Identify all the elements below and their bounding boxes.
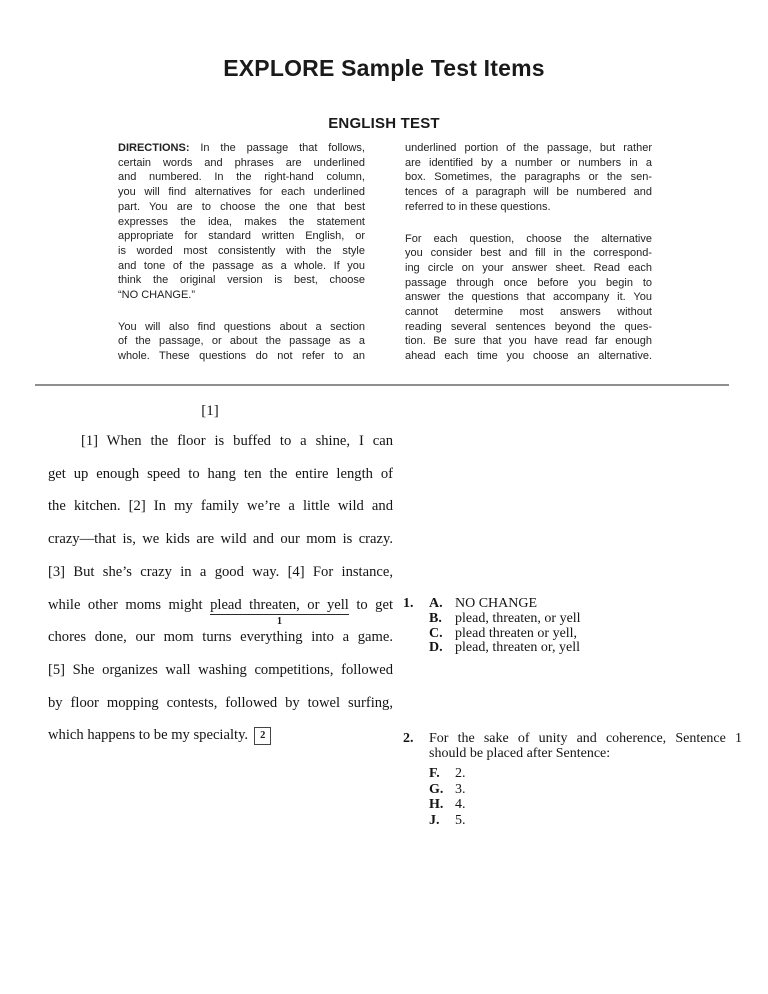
text-segment: which happens to be my specialty.	[48, 727, 249, 744]
question-reference-number: 2	[260, 730, 266, 742]
text-line: You will also find questions about a section	[118, 320, 365, 333]
option-row	[429, 797, 742, 813]
passage-line: crazy—that is, we kids are wild and our mom is crazy.	[48, 531, 393, 548]
text-segment: to get	[348, 596, 393, 613]
text-line: and tone of the passage as a whole. If you	[118, 259, 365, 272]
directions-paragraph-4	[405, 232, 652, 364]
text-line: For each question, choose the alternative	[405, 232, 652, 245]
passage-line-underlined	[48, 589, 393, 627]
text-line: and numbered. In the right-hand column,	[118, 171, 365, 184]
question-stem-line: should be placed after Sentence:	[429, 746, 611, 762]
question-options	[429, 597, 742, 656]
text-line: “NO CHANGE.”	[118, 289, 195, 302]
passage-line: by floor mopping contests, followed by towel surfing,	[48, 694, 393, 711]
text-line: whole. These questions do not refer to an	[118, 350, 365, 363]
text-line: are identified by a number or numbers in a	[405, 156, 652, 169]
directions-right-column	[405, 141, 652, 364]
text-line: cannot determine most answers without	[405, 306, 652, 319]
underlined-segment-1	[210, 596, 349, 627]
option-row	[429, 597, 742, 612]
option-text: 4.	[455, 797, 466, 813]
option-row	[429, 766, 742, 782]
option-row	[429, 782, 742, 798]
option-letter: C.	[429, 625, 443, 641]
text-line	[118, 141, 365, 156]
text-line: ahead each time you choose an alternative.	[405, 350, 652, 363]
passage-line: [5] She organizes wall washing competitions, followed	[48, 661, 393, 678]
text-line: appropriate for standard written English, or	[118, 230, 365, 243]
text-line: underlined portion of the passage, but rather	[405, 142, 652, 154]
directions-paragraph-3	[405, 141, 652, 215]
directions-paragraph-1-lines	[118, 156, 365, 303]
option-letter: D.	[429, 640, 443, 656]
option-text: plead, threaten or, yell	[455, 640, 580, 656]
option-text: NO CHANGE	[455, 596, 538, 611]
option-row	[429, 641, 742, 656]
text-line: certain words and phrases are underlined	[118, 156, 365, 169]
passage-text	[48, 425, 393, 752]
option-text: 2.	[455, 765, 466, 781]
text-line: reading several sentences beyond the ques-	[405, 320, 652, 333]
page-title: EXPLORE Sample Test Items	[223, 55, 545, 81]
passage-line: [1] When the floor is buffed to a shine, I can	[81, 433, 393, 449]
directions-paragraph-1	[118, 141, 365, 303]
option-row	[429, 813, 742, 829]
text-line: tences of a paragraph will be numbered and	[405, 186, 652, 199]
text-line: expresses the idea, makes the statement	[118, 215, 365, 228]
question-reference-box	[254, 727, 271, 745]
question-1	[403, 597, 742, 656]
directions-label: DIRECTIONS:	[118, 142, 190, 154]
passage-last-line	[48, 719, 393, 752]
question-number: 2.	[403, 731, 414, 746]
option-text: plead, threaten, or yell	[455, 610, 581, 626]
question-options	[429, 766, 742, 829]
option-row	[429, 627, 742, 642]
passage-line: chores done, our mom turns everything into a game.	[48, 629, 393, 646]
text-line: ing circle on your answer sheet. Read each	[405, 261, 652, 274]
question-2	[403, 731, 742, 829]
option-letter: H.	[429, 797, 444, 813]
directions-block	[118, 141, 652, 364]
text-segment: while other moms might	[48, 596, 211, 613]
passage-line: the kitchen. [2] In my family we’re a little wild and	[48, 498, 393, 515]
question-body	[429, 731, 742, 829]
option-text: 5.	[455, 812, 466, 828]
text-line: think the original version is best, choose	[118, 274, 365, 287]
option-letter: J.	[429, 812, 440, 828]
option-text: 3.	[455, 781, 466, 797]
paragraph-number-label: [1]	[201, 403, 219, 419]
text-line: you will find alternatives for each underlined	[118, 186, 365, 199]
english-test-heading: ENGLISH TEST	[328, 115, 440, 132]
option-letter: G.	[429, 781, 444, 797]
text-segment: In the passage that follows,	[189, 142, 365, 154]
passage-line: [3] But she’s crazy in a good way. [4] For instance,	[48, 563, 393, 580]
underlined-text: plead threaten, or yell	[210, 596, 349, 613]
text-line: answer the questions that accompany it. You	[405, 291, 652, 304]
option-letter: A.	[429, 596, 443, 611]
text-line: part. You are to choose the one that best	[118, 200, 365, 213]
section-divider	[35, 384, 729, 386]
underline-number-marker: 1	[276, 615, 282, 627]
passage-line: get up enough speed to hang ten the entire length of	[48, 465, 393, 482]
text-line: referred to in these questions.	[405, 200, 551, 213]
text-line: of the passage, or about the passage as a	[118, 335, 365, 348]
text-line: you consider best and fill in the correspond-	[405, 247, 652, 260]
option-row	[429, 612, 742, 627]
text-line: tion. Be sure that you have read far enough	[405, 335, 652, 348]
text-line: is worded most consistently with the style	[118, 244, 365, 257]
question-number: 1.	[403, 596, 414, 611]
directions-left-column	[118, 141, 365, 364]
text-line: passage through once before you begin to	[405, 276, 652, 289]
option-letter: F.	[429, 765, 440, 781]
text-line: box. Sometimes, the paragraphs or the sen-	[405, 171, 652, 184]
directions-paragraph-2	[118, 320, 365, 364]
option-letter: B.	[429, 610, 442, 626]
question-stem-line: For the sake of unity and coherence, Sentence 1	[429, 731, 742, 746]
option-text: plead threaten or yell,	[455, 625, 578, 641]
